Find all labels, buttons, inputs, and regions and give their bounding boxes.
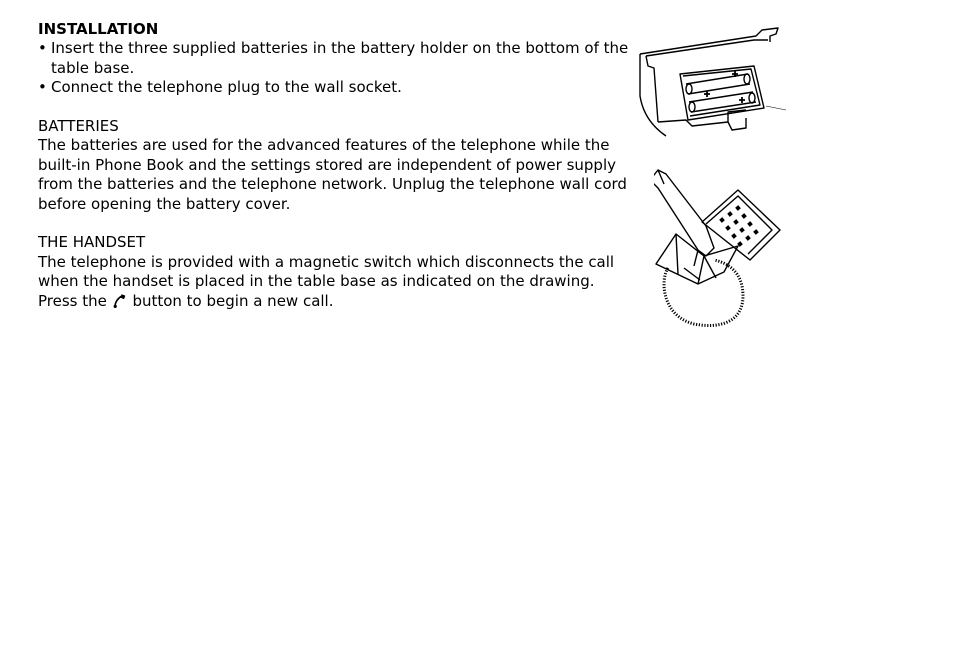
bullet-icon: • <box>38 39 47 58</box>
handset-heading: THE HANDSET <box>38 233 146 252</box>
handset-icon <box>113 293 127 308</box>
bullet-icon: • <box>38 78 47 97</box>
batteries-paragraph: The batteries are used for the advanced features of the telephone while the built-in Phone Book and the settings stored are independent of power supply from the batteries and the telephone network. Unplug the telephone wall cord before opening the battery cover. <box>38 136 627 213</box>
installation-section <box>38 20 638 98</box>
list-item <box>38 39 638 78</box>
installation-heading: INSTALLATION <box>38 20 159 38</box>
battery-compartment-illustration <box>636 26 786 141</box>
handset-paragraph <box>38 253 638 311</box>
installation-list <box>38 39 638 97</box>
list-item-text: Connect the telephone plug to the wall socket. <box>51 78 402 97</box>
manual-text <box>38 20 638 330</box>
list-item-text: Insert the three supplied batteries in the battery holder on the bottom of the table base. <box>51 39 629 77</box>
batteries-heading: BATTERIES <box>38 117 119 136</box>
press-text-before: Press the <box>38 291 107 310</box>
handset-paragraph-text: The telephone is provided with a magnetic switch which disconnects the call when the handset is placed in the table base as indicated on the drawing. <box>38 252 615 291</box>
list-item <box>38 78 638 97</box>
batteries-section <box>38 117 638 214</box>
telephone-illustration <box>654 168 784 330</box>
press-text-after: button to begin a new call. <box>132 291 334 310</box>
handset-section <box>38 233 638 311</box>
